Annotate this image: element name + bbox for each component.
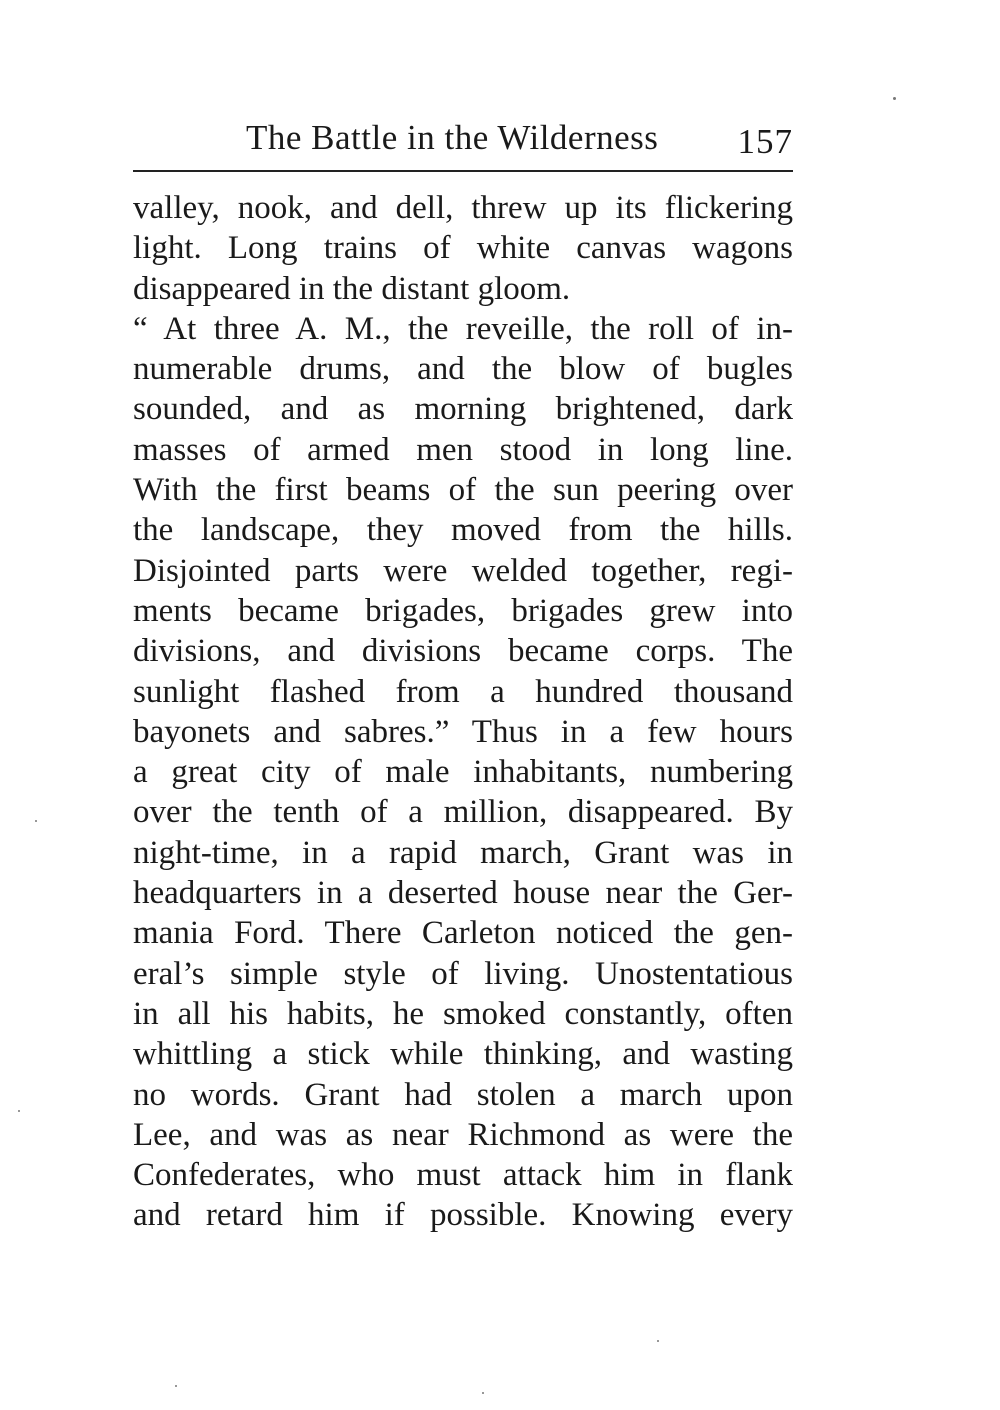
text-line: night-time, in a rapid march, Grant was in	[133, 834, 793, 871]
text-line: headquarters in a deserted house near the Ger-	[133, 875, 793, 912]
scan-speck	[893, 97, 896, 100]
scan-speck	[482, 1392, 484, 1394]
text-line: whittling a stick while thinking, and wasting	[133, 1036, 793, 1073]
text-line: no words. Grant had stolen a march upon	[133, 1076, 793, 1113]
text-line: ments became brigades, brigades grew into	[133, 592, 793, 629]
scan-speck	[35, 820, 37, 822]
running-head	[133, 118, 793, 166]
text-line: Disjointed parts were welded together, regi-	[133, 552, 793, 589]
text-line: masses of armed men stood in long line.	[133, 431, 793, 468]
text-line: divisions, and divisions became corps. The	[133, 633, 793, 670]
text-line: eral’s simple style of living. Unostentatious	[133, 955, 793, 992]
text-line: light. Long trains of white canvas wagons	[133, 230, 793, 267]
text-line: Lee, and was as near Richmond as were the	[133, 1116, 793, 1153]
scan-speck	[18, 1110, 20, 1112]
header-rule	[133, 170, 793, 172]
text-line: the landscape, they moved from the hills.	[133, 512, 793, 549]
text-line: “ At three A. M., the reveille, the roll of in-	[133, 310, 793, 347]
text-line: sounded, and as morning brightened, dark	[133, 391, 793, 428]
scan-speck	[657, 1340, 659, 1342]
text-line: Confederates, who must attack him in flank	[133, 1157, 793, 1194]
text-line: and retard him if possible. Knowing every	[133, 1197, 793, 1234]
text-line: numerable drums, and the blow of bugles	[133, 351, 793, 388]
scan-speck	[175, 1385, 177, 1387]
text-line: bayonets and sabres.” Thus in a few hours	[133, 713, 793, 750]
text-line: valley, nook, and dell, threw up its flickering	[133, 190, 793, 226]
text-line: mania Ford. There Carleton noticed the gen-	[133, 915, 793, 952]
text-line: over the tenth of a million, disappeared. By	[133, 794, 793, 831]
running-title: The Battle in the Wilderness	[246, 118, 659, 157]
text-line: in all his habits, he smoked constantly, often	[133, 995, 793, 1032]
text-line: a great city of male inhabitants, numbering	[133, 754, 793, 791]
body-text	[133, 188, 793, 1236]
page-number: 157	[737, 122, 793, 161]
text-line: disappeared in the distant gloom.	[133, 270, 571, 307]
text-line: With the first beams of the sun peering over	[133, 472, 793, 509]
text-line: sunlight flashed from a hundred thousand	[133, 673, 793, 710]
